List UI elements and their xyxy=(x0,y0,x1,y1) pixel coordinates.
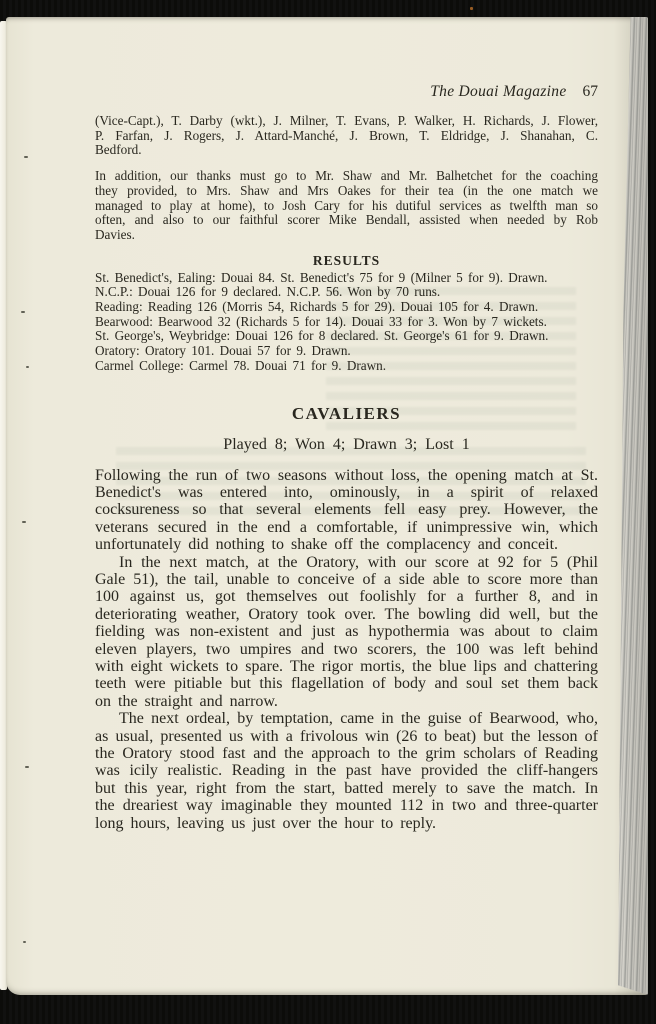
magazine-page xyxy=(6,17,648,995)
result-item: St. Benedict's, Ealing: Douai 84. St. Benedict's 75 for 9 (Milner 5 for 9). Drawn. xyxy=(95,269,548,285)
scan-speck xyxy=(25,766,29,768)
team-list-paragraph: (Vice-Capt.), T. Darby (wkt.), J. Milner, T. Evans, P. Walker, H. Richards, J. Flower, P. Farfan, J. Rogers, J. Attard-Manché, J. Brown, T. Eldridge, J. Shanahan, C. Bedford. xyxy=(95,113,598,158)
results-heading: RESULTS xyxy=(312,252,381,268)
running-head xyxy=(95,83,598,100)
scan-speck xyxy=(21,311,25,313)
result-item: Oratory: Oratory 101. Douai 57 for 9. Drawn. xyxy=(95,343,351,359)
scan-speck xyxy=(22,521,26,523)
season-record: Played 8; Won 4; Drawn 3; Lost 1 xyxy=(223,435,470,453)
magazine-title: The Douai Magazine xyxy=(430,83,567,100)
result-item: N.C.P.: Douai 126 for 9 declared. N.C.P. 56. Won by 70 runs. xyxy=(95,284,441,300)
cavaliers-paragraph: The next ordeal, by temptation, came in the guise of Bearwood, who, as usual, presented us with a frivolous win (26 to beat) but the lesson of the Oratory stood fast and the approach to the grim scholars of Reading was icily realistic. Reading in the past have provided the cliff-hangers but this year, right from the start, batted merely to save the match. In the dreariest way imaginable they mounted 112 in two and three-quarter long hours, leaving us just over the hour to reply. xyxy=(95,710,598,832)
result-item: Reading: Reading 126 (Morris 54, Richards 5 for 29). Douai 105 for 4. Drawn. xyxy=(95,299,539,315)
cavaliers-heading: CAVALIERS xyxy=(291,403,402,423)
scan-speck xyxy=(23,941,26,943)
scan-speck xyxy=(24,156,28,158)
page-text-column xyxy=(95,17,598,832)
cavaliers-paragraph: Following the run of two seasons without loss, the opening match at St. Benedict's was entered into, ominously, in a spirit of relaxed cocksureness so that several elements fell easy prey. However, the veterans secured in the end a comfortable, if unimpressive win, which unfortunately did nothing to shake off the complacency and conceit. xyxy=(95,466,598,554)
scan-speck xyxy=(26,366,29,368)
result-item: Bearwood: Bearwood 32 (Richards 5 for 14). Douai 33 for 3. Won by 7 wickets. xyxy=(95,313,547,329)
result-item: St. George's, Weybridge: Douai 126 for 8 declared. St. George's 61 for 9. Drawn. xyxy=(95,328,549,344)
fore-edge-shadow xyxy=(614,17,648,995)
acknowledgements-paragraph: In addition, our thanks must go to Mr. Shaw and Mr. Balhetchet for the coaching they provided, to Mrs. Shaw and Mrs Oakes for their tea (in the one match we managed to play at home), to Josh Cary for his dutiful services as twelfth man so often, and also to our faithful scorer Mike Bendall, assisted when needed by Rob Davies. xyxy=(95,168,598,242)
page-number: 67 xyxy=(582,83,598,100)
result-item: Carmel College: Carmel 78. Douai 71 for 9. Drawn. xyxy=(95,357,387,373)
scan-speck xyxy=(470,7,473,10)
results-list xyxy=(95,271,598,374)
cavaliers-paragraph: In the next match, at the Oratory, with our score at 92 for 5 (Phil Gale 51), the tail, unable to conceive of a side able to score more than 100 against us, got themselves out foolishly for a further 8, and in deteriorating weather, Oratory took over. The bowling did well, but the fielding was non-existent and just as hypothermia was about to claim eleven players, two umpires and two scorers, the 100 was left behind with eight wickets to spare. The rigor mortis, the blue lips and chattering teeth were pitiable but this flagellation of body and soul set them back on the straight and narrow. xyxy=(95,553,598,710)
